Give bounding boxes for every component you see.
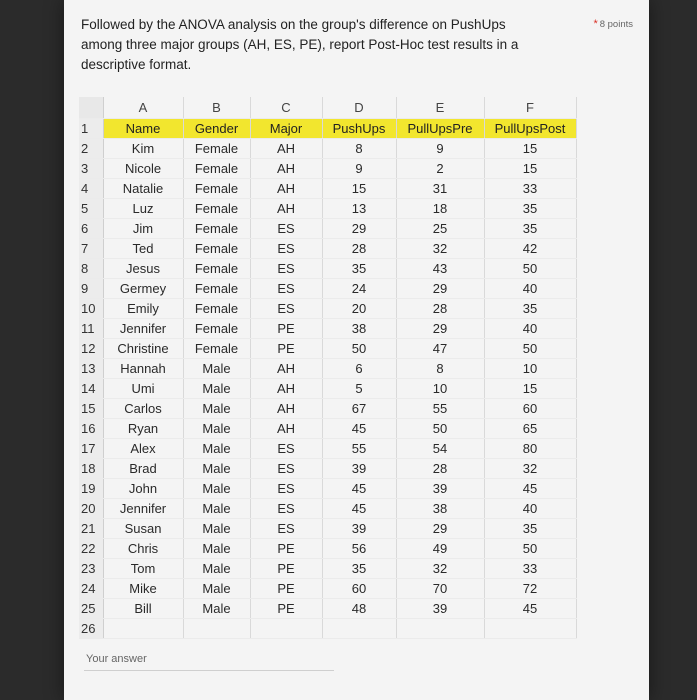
data-cell: 2: [396, 159, 484, 179]
data-cell: AH: [250, 399, 322, 419]
table-row: [79, 479, 576, 499]
row-number: 12: [79, 339, 103, 359]
table-row: [79, 559, 576, 579]
data-cell: 60: [484, 399, 576, 419]
data-cell: 25: [396, 219, 484, 239]
data-cell: Female: [183, 279, 250, 299]
required-asterisk: *: [593, 18, 598, 30]
data-cell: Female: [183, 199, 250, 219]
table-row: [79, 379, 576, 399]
data-cell: 39: [322, 459, 396, 479]
data-cell: 35: [322, 559, 396, 579]
data-cell: 65: [484, 419, 576, 439]
data-cell: Tom: [103, 559, 183, 579]
column-letter: A: [103, 97, 183, 119]
data-cell: ES: [250, 259, 322, 279]
table-row: [79, 219, 576, 239]
empty-cell: [322, 619, 396, 639]
data-cell: 15: [322, 179, 396, 199]
data-cell: AH: [250, 359, 322, 379]
table-row: [79, 519, 576, 539]
table-row: [79, 359, 576, 379]
header-cell: Gender: [183, 119, 250, 139]
column-letter: D: [322, 97, 396, 119]
data-cell: PE: [250, 599, 322, 619]
data-cell: 39: [396, 599, 484, 619]
data-cell: 10: [484, 359, 576, 379]
data-cell: ES: [250, 219, 322, 239]
data-cell: Emily: [103, 299, 183, 319]
data-cell: 29: [396, 519, 484, 539]
data-cell: 28: [396, 299, 484, 319]
row-number: 25: [79, 599, 103, 619]
data-cell: Jennifer: [103, 319, 183, 339]
data-cell: 55: [322, 439, 396, 459]
data-cell: 40: [484, 499, 576, 519]
table-row: [79, 279, 576, 299]
data-cell: Male: [183, 579, 250, 599]
data-cell: Male: [183, 359, 250, 379]
data-cell: PE: [250, 339, 322, 359]
data-cell: PE: [250, 579, 322, 599]
data-cell: Ryan: [103, 419, 183, 439]
data-cell: Male: [183, 559, 250, 579]
data-cell: Female: [183, 159, 250, 179]
data-cell: Female: [183, 219, 250, 239]
data-cell: 48: [322, 599, 396, 619]
data-cell: 32: [396, 559, 484, 579]
row-number: 10: [79, 299, 103, 319]
corner-cell: [79, 97, 103, 119]
row-number: 16: [79, 419, 103, 439]
row-number: 19: [79, 479, 103, 499]
data-cell: 45: [322, 419, 396, 439]
data-cell: Christine: [103, 339, 183, 359]
data-cell: Chris: [103, 539, 183, 559]
data-cell: ES: [250, 299, 322, 319]
data-cell: ES: [250, 499, 322, 519]
data-cell: 55: [396, 399, 484, 419]
data-cell: 60: [322, 579, 396, 599]
data-cell: 33: [484, 559, 576, 579]
table-row: [79, 199, 576, 219]
header-cell: PullUpsPost: [484, 119, 576, 139]
data-cell: Female: [183, 299, 250, 319]
data-cell: Luz: [103, 199, 183, 219]
data-cell: Male: [183, 399, 250, 419]
empty-cell: [183, 619, 250, 639]
data-cell: 33: [484, 179, 576, 199]
data-cell: 24: [322, 279, 396, 299]
row-number: 26: [79, 619, 103, 639]
data-cell: Male: [183, 379, 250, 399]
header-cell: PushUps: [322, 119, 396, 139]
data-cell: 5: [322, 379, 396, 399]
row-number: 4: [79, 179, 103, 199]
data-cell: 15: [484, 379, 576, 399]
answer-placeholder[interactable]: Your answer: [86, 653, 147, 665]
table-row: [79, 299, 576, 319]
data-cell: 15: [484, 159, 576, 179]
points-label: 8 points: [599, 19, 633, 30]
row-number: 13: [79, 359, 103, 379]
data-cell: Male: [183, 479, 250, 499]
data-cell: Jennifer: [103, 499, 183, 519]
data-cell: Nicole: [103, 159, 183, 179]
data-cell: 40: [484, 319, 576, 339]
data-cell: Germey: [103, 279, 183, 299]
data-cell: 35: [484, 299, 576, 319]
data-cell: 38: [322, 319, 396, 339]
data-cell: AH: [250, 419, 322, 439]
data-cell: Mike: [103, 579, 183, 599]
empty-row: [79, 619, 576, 639]
row-number: 15: [79, 399, 103, 419]
data-cell: 45: [322, 479, 396, 499]
row-number: 7: [79, 239, 103, 259]
data-cell: 8: [396, 359, 484, 379]
data-cell: Female: [183, 259, 250, 279]
data-cell: Female: [183, 339, 250, 359]
data-cell: 67: [322, 399, 396, 419]
row-number: 9: [79, 279, 103, 299]
points-indicator: [593, 18, 633, 30]
data-cell: ES: [250, 519, 322, 539]
data-cell: Carlos: [103, 399, 183, 419]
empty-cell: [396, 619, 484, 639]
data-cell: ES: [250, 479, 322, 499]
row-number: 23: [79, 559, 103, 579]
data-cell: 54: [396, 439, 484, 459]
table-row: [79, 579, 576, 599]
table-row: [79, 539, 576, 559]
header-cell: Name: [103, 119, 183, 139]
data-cell: 28: [322, 239, 396, 259]
table-row: [79, 419, 576, 439]
data-cell: 50: [396, 419, 484, 439]
data-cell: 35: [484, 519, 576, 539]
data-cell: ES: [250, 439, 322, 459]
data-cell: AH: [250, 199, 322, 219]
data-cell: Alex: [103, 439, 183, 459]
data-cell: 8: [322, 139, 396, 159]
table-row: [79, 499, 576, 519]
header-cell: Major: [250, 119, 322, 139]
table-row: [79, 259, 576, 279]
row-number: 5: [79, 199, 103, 219]
data-cell: Jesus: [103, 259, 183, 279]
data-cell: AH: [250, 379, 322, 399]
data-cell: ES: [250, 459, 322, 479]
data-cell: Male: [183, 499, 250, 519]
data-cell: AH: [250, 139, 322, 159]
data-cell: 50: [484, 259, 576, 279]
empty-cell: [484, 619, 576, 639]
answer-underline: [84, 670, 334, 671]
data-cell: Male: [183, 459, 250, 479]
data-cell: 20: [322, 299, 396, 319]
table-row: [79, 159, 576, 179]
data-cell: 45: [322, 499, 396, 519]
data-cell: PE: [250, 319, 322, 339]
data-cell: 32: [484, 459, 576, 479]
data-cell: 50: [322, 339, 396, 359]
table-row: [79, 439, 576, 459]
column-letter: F: [484, 97, 576, 119]
question-text: Followed by the ANOVA analysis on the group's difference on PushUps among three major groups (AH, ES, PE), report Post-Hoc test results in a descriptive format.: [81, 17, 519, 72]
data-cell: 9: [396, 139, 484, 159]
data-cell: 47: [396, 339, 484, 359]
data-cell: Kim: [103, 139, 183, 159]
data-cell: Brad: [103, 459, 183, 479]
data-cell: 15: [484, 139, 576, 159]
data-cell: 38: [396, 499, 484, 519]
header-cell: PullUpsPre: [396, 119, 484, 139]
table-row: [79, 139, 576, 159]
data-spreadsheet-image: [79, 97, 577, 639]
data-cell: Hannah: [103, 359, 183, 379]
row-number: 17: [79, 439, 103, 459]
data-cell: 50: [484, 339, 576, 359]
table-row: [79, 339, 576, 359]
data-cell: 49: [396, 539, 484, 559]
data-cell: Female: [183, 179, 250, 199]
question-card: [64, 0, 649, 700]
table-row: [79, 319, 576, 339]
data-cell: ES: [250, 239, 322, 259]
row-number: 14: [79, 379, 103, 399]
data-cell: Male: [183, 539, 250, 559]
data-cell: 10: [396, 379, 484, 399]
data-cell: 56: [322, 539, 396, 559]
data-cell: 45: [484, 479, 576, 499]
data-cell: Jim: [103, 219, 183, 239]
row-number: 24: [79, 579, 103, 599]
data-cell: 6: [322, 359, 396, 379]
data-cell: AH: [250, 179, 322, 199]
data-cell: 39: [396, 479, 484, 499]
data-cell: 35: [484, 219, 576, 239]
data-cell: Ted: [103, 239, 183, 259]
empty-cell: [103, 619, 183, 639]
data-cell: 35: [322, 259, 396, 279]
column-letter: E: [396, 97, 484, 119]
data-cell: 80: [484, 439, 576, 459]
column-letter: C: [250, 97, 322, 119]
row-number: 11: [79, 319, 103, 339]
data-cell: 43: [396, 259, 484, 279]
empty-cell: [250, 619, 322, 639]
data-cell: 70: [396, 579, 484, 599]
row-number: 22: [79, 539, 103, 559]
data-cell: 72: [484, 579, 576, 599]
data-cell: ES: [250, 279, 322, 299]
data-cell: 13: [322, 199, 396, 219]
row-number: 8: [79, 259, 103, 279]
data-cell: Bill: [103, 599, 183, 619]
data-cell: 31: [396, 179, 484, 199]
table-row: [79, 599, 576, 619]
table-row: [79, 459, 576, 479]
data-cell: Male: [183, 599, 250, 619]
data-cell: Female: [183, 139, 250, 159]
row-number: 1: [79, 119, 103, 139]
data-cell: PE: [250, 539, 322, 559]
column-letter-row: [79, 97, 576, 119]
row-number: 3: [79, 159, 103, 179]
data-cell: 18: [396, 199, 484, 219]
data-cell: Susan: [103, 519, 183, 539]
row-number: 21: [79, 519, 103, 539]
table-row: [79, 399, 576, 419]
data-cell: Umi: [103, 379, 183, 399]
data-cell: 29: [322, 219, 396, 239]
data-cell: PE: [250, 559, 322, 579]
data-cell: 29: [396, 279, 484, 299]
data-cell: John: [103, 479, 183, 499]
data-cell: 32: [396, 239, 484, 259]
data-cell: Female: [183, 319, 250, 339]
table-row: [79, 179, 576, 199]
data-cell: Female: [183, 239, 250, 259]
header-row: [79, 119, 576, 139]
data-cell: 35: [484, 199, 576, 219]
data-cell: Male: [183, 419, 250, 439]
data-cell: 29: [396, 319, 484, 339]
data-cell: 50: [484, 539, 576, 559]
data-cell: Male: [183, 519, 250, 539]
data-cell: Male: [183, 439, 250, 459]
data-cell: 42: [484, 239, 576, 259]
row-number: 6: [79, 219, 103, 239]
data-cell: 28: [396, 459, 484, 479]
data-cell: 40: [484, 279, 576, 299]
data-cell: 39: [322, 519, 396, 539]
data-cell: 9: [322, 159, 396, 179]
table-row: [79, 239, 576, 259]
data-cell: Natalie: [103, 179, 183, 199]
row-number: 2: [79, 139, 103, 159]
row-number: 18: [79, 459, 103, 479]
column-letter: B: [183, 97, 250, 119]
data-cell: AH: [250, 159, 322, 179]
data-cell: 45: [484, 599, 576, 619]
row-number: 20: [79, 499, 103, 519]
